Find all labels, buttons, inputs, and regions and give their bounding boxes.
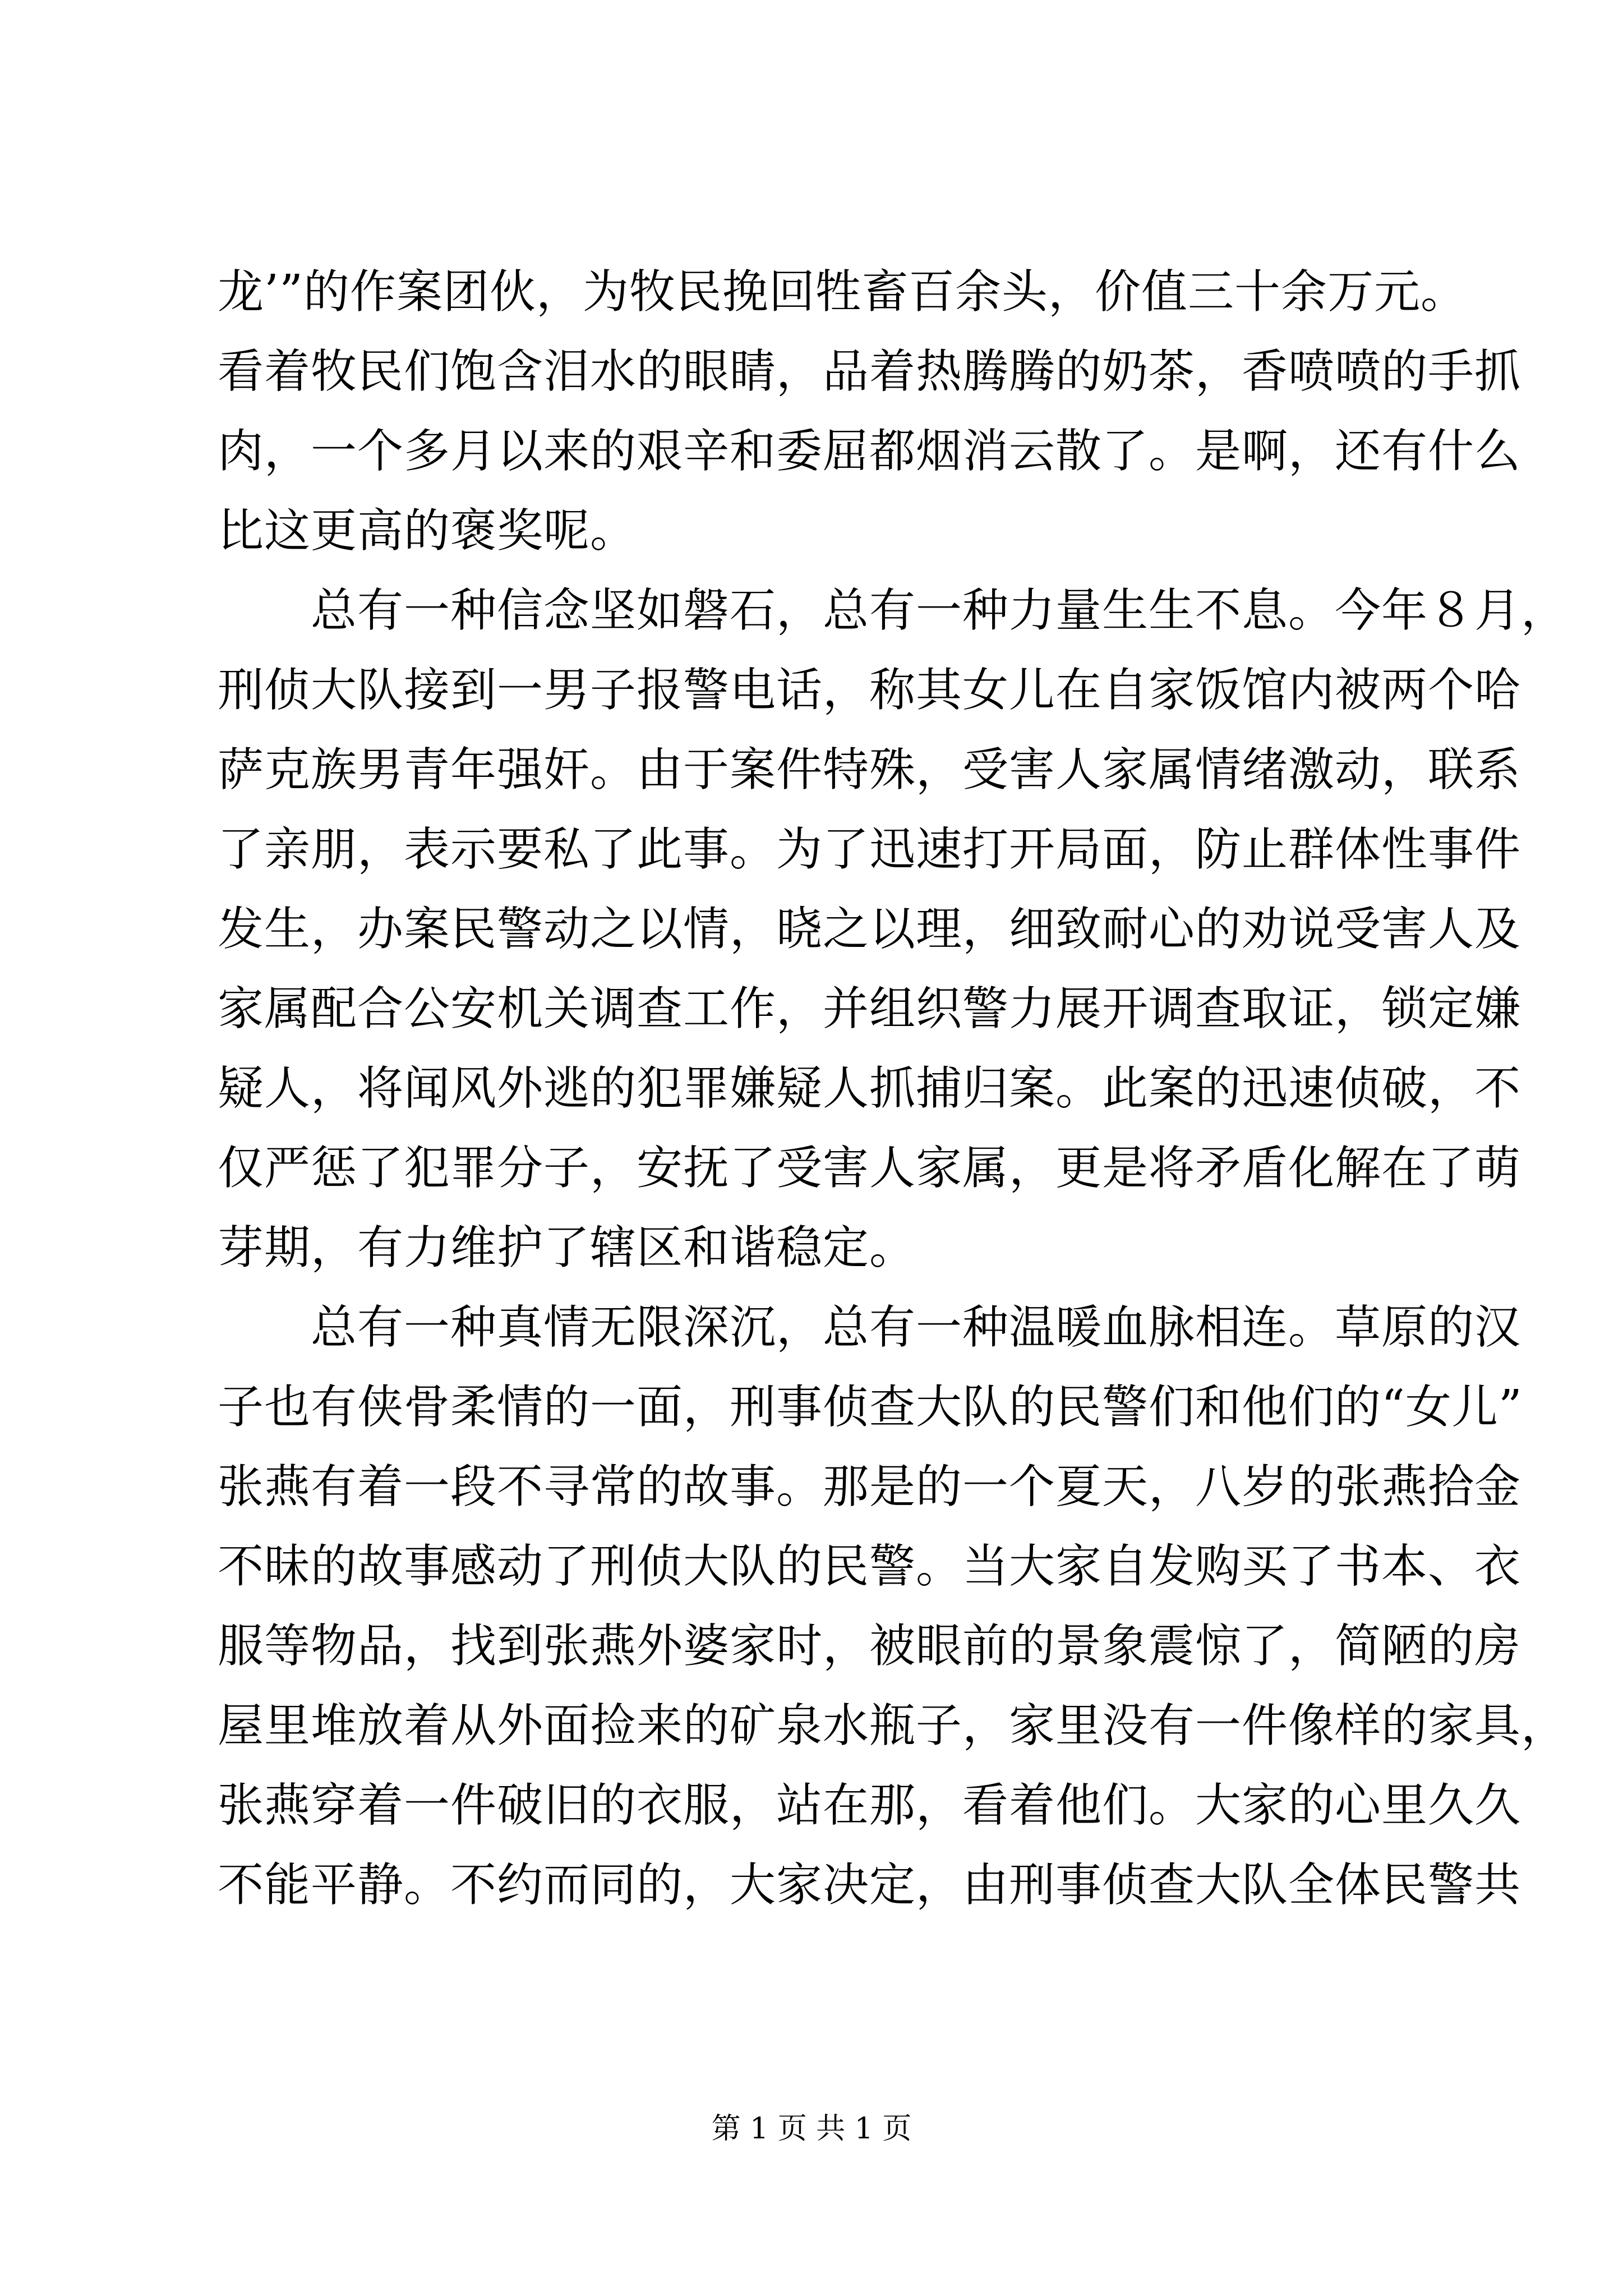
text-line: 龙’”的作案团伙，为牧民挽回牲畜百余头，价值三十余万元。: [218, 265, 1467, 319]
body-text: [218, 252, 1568, 1925]
text-line: 仅严惩了犯罪分子，安抚了受害人家属，更是将矛盾化解在了萌: [218, 1142, 1521, 1195]
text-line: 不能平静。不约而同的，大家决定，由刑事侦查大队全体民警共: [218, 1858, 1521, 1912]
text-line: 张燕有着一段不寻常的故事。那是的一个夏天，八岁的张燕拾金: [218, 1460, 1521, 1513]
text-line: 子也有侠骨柔情的一面，刑事侦查大队的民警们和他们的“女儿”: [218, 1381, 1523, 1434]
page-number: 第 1 页 共 1 页: [711, 2112, 912, 2146]
text-line: 肉，一个多月以来的艰辛和委屈都烟消云散了。是啊，还有什么: [218, 425, 1521, 478]
text-line: 不昧的故事感动了刑侦大队的民警。当大家自发购买了书本、衣: [218, 1540, 1521, 1593]
text-line: 刑侦大队接到一男子报警电话，称其女儿在自家饭馆内被两个哈: [218, 664, 1521, 717]
text-line: 比这更高的褒奖呢。: [218, 504, 637, 558]
text-line: 了亲朋，表示要私了此事。为了迅速打开局面，防止群体性事件: [218, 823, 1521, 876]
text-line: 看着牧民们饱含泪水的眼睛，品着热腾腾的奶茶，香喷喷的手抓: [218, 345, 1521, 398]
text-line: 服等物品，找到张燕外婆家时，被眼前的景象震惊了，简陋的房: [218, 1619, 1521, 1673]
text-line: 发生，办案民警动之以情，晓之以理，细致耐心的劝说受害人及: [218, 903, 1521, 956]
page-footer: [0, 2109, 1623, 2148]
text-line: 家属配合公安机关调查工作，并组织警力展开调查取证，锁定嫌: [218, 982, 1521, 1036]
text-line: 芽期，有力维护了辖区和谐稳定。: [218, 1221, 916, 1274]
text-line: 疑人，将闻风外逃的犯罪嫌疑人抓捕归案。此案的迅速侦破，不: [218, 1062, 1521, 1115]
text-line: 屋里堆放着从外面捡来的矿泉水瓶子，家里没有一件像样的家具，: [218, 1699, 1568, 1752]
text-line: 总有一种真情无限深沉，总有一种温暖血脉相连。草原的汉: [218, 1301, 1521, 1354]
text-line: 萨克族男青年强奸。由于案件特殊，受害人家属情绪激动，联系: [218, 743, 1521, 797]
text-line: 张燕穿着一件破旧的衣服，站在那，看着他们。大家的心里久久: [218, 1779, 1521, 1832]
text-line: 总有一种信念坚如磐石，总有一种力量生生不息。今年８月，: [218, 584, 1568, 637]
